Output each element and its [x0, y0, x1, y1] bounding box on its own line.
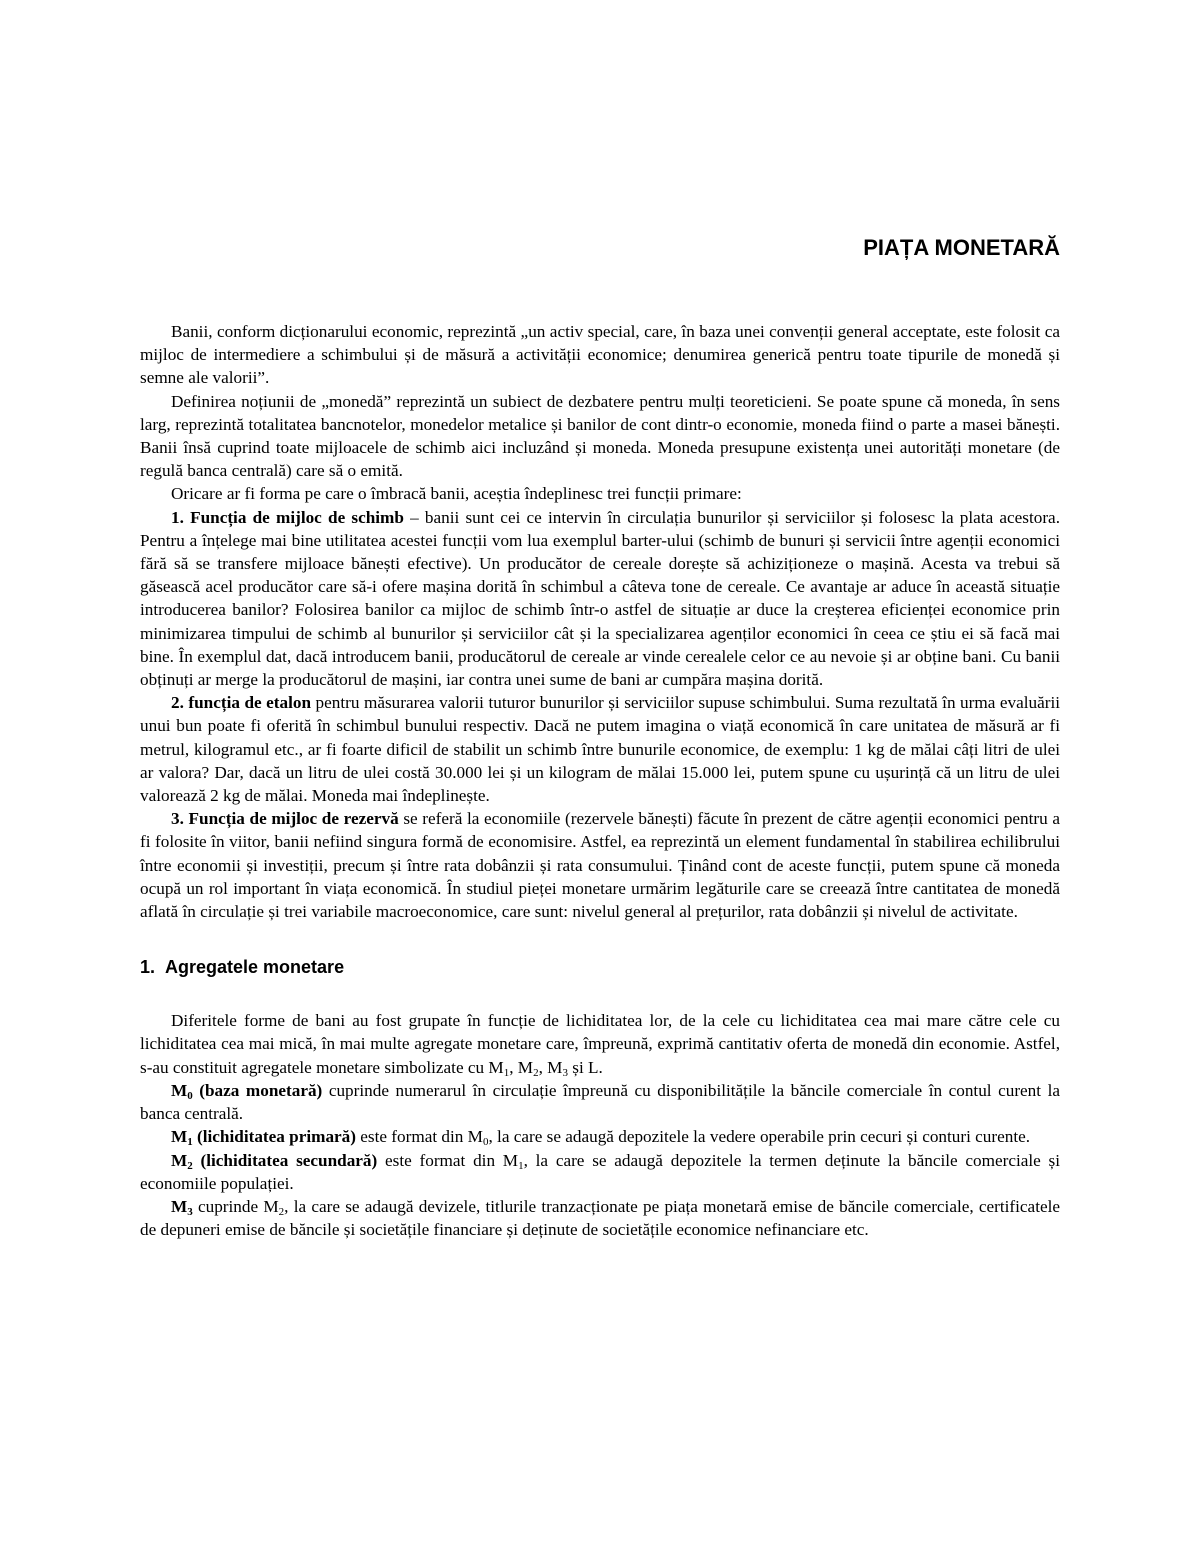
aggregate-symbol: M: [171, 1080, 188, 1100]
aggregate-m2-text: este format din M: [377, 1150, 519, 1170]
aggregate-m1-text: este format din M: [355, 1127, 483, 1147]
subscript: 2: [533, 1066, 539, 1079]
aggregate-m2-lead: [171, 1151, 377, 1170]
aggregate-symbol: M: [171, 1127, 188, 1147]
section-number: 1.: [140, 957, 156, 978]
aggregate-m3-text: cuprinde M: [192, 1196, 279, 1216]
aggregate-m2-text-cont: , la care se adaugă depozitele la termen deținute la băncile comerciale și economiile populației.: [140, 1150, 1061, 1193]
aggregate-m0-paragraph: [140, 1079, 1060, 1125]
aggregate-m0-text: cuprinde numerarul în circulație împreună cu disponibilitățile la băncile comerciale în contul curent la banca centrală.: [140, 1080, 1060, 1124]
intro-paragraph-1: Banii, conform dicționarului economic, reprezintă „un activ special, care, în baza unei convenții general acceptate, este folosit ca mijloc de intermediere a schimbului și de măsură a activității economice; denumirea generică pentru toate tipurile de monedă și semne ale valorii”.: [140, 322, 1060, 388]
aggregate-symbol: M: [171, 1150, 188, 1170]
document-page: [140, 228, 1060, 1241]
function-exchange-paragraph: [140, 506, 1060, 692]
aggregate-m3-lead: [171, 1197, 193, 1216]
aggregate-m1-text-cont: , la care se adaugă depozitele la vedere operabile prin cecuri și conturi curente.: [488, 1127, 1031, 1147]
aggregate-m0-lead: [171, 1081, 322, 1100]
function-reserve-paragraph: [140, 807, 1060, 923]
aggregate-m2-paragraph: [140, 1149, 1060, 1195]
subscript: 2: [187, 1159, 193, 1172]
subscript: 3: [187, 1205, 193, 1218]
section-intro-separator: , M: [509, 1057, 534, 1077]
subscript: 0: [482, 1136, 489, 1149]
aggregate-label: (baza monetară): [192, 1080, 323, 1100]
section-intro-text: Diferitele forme de bani au fost grupate în funcție de lichiditatea lor, de la cele cu lichiditatea cea mai mare către cele cu lichiditatea cea mai mică, în mai multe agregate monetare care, împreună, exprimă cantitativ oferta de monedă din economie. Astfel, s-au constituit agregatele monetare simbolizate cu M: [140, 1011, 1060, 1077]
function-reserve-lead: 3. Funcția de mijloc de rezervă: [171, 809, 399, 829]
function-exchange-lead: 1. Funcția de mijloc de schimb: [171, 507, 404, 527]
aggregate-m1-lead: [171, 1127, 356, 1149]
subscript: 0: [187, 1089, 193, 1102]
section-title: Agregatele monetare: [165, 957, 345, 978]
section-intro-end: și L.: [567, 1057, 603, 1077]
subscript: 2: [278, 1205, 285, 1218]
subscript: 1: [518, 1159, 524, 1172]
intro-paragraph-3: Oricare ar fi forma pe care o îmbracă banii, aceștia îndeplinesc trei funcții primare:: [171, 484, 742, 504]
function-standard-lead: 2. funcția de etalon: [171, 693, 312, 713]
aggregate-label: (lichiditatea primară): [192, 1127, 356, 1147]
aggregate-m3-paragraph: [140, 1195, 1060, 1241]
page-title: PIAȚA MONETARĂ: [863, 235, 1060, 260]
subscript: 1: [503, 1066, 510, 1079]
aggregate-symbol: M: [171, 1196, 188, 1216]
section-intro-separator: , M: [538, 1057, 563, 1077]
aggregate-m1-paragraph: [140, 1125, 1060, 1148]
aggregate-m3-text-cont: , la care se adaugă devizele, titlurile tranzacționate pe piața monetară emise de băncile comerciale, certificatele de depuneri emise de băncile și societățile financiare și deținute de societățile economice nefinanciare etc.: [140, 1196, 1060, 1240]
function-standard-text: pentru măsurarea valorii tuturor bunurilor și serviciilor supuse schimbului. Suma rezultată în urma evaluării unui bun poate fi oferită în schimbul bunului respectiv. Dacă ne putem imagina o viață economică în care unitatea de măsură ar fi metrul, kilogramul etc., ar fi foarte dificil de stabilit un schimb între bunurile economice, de exemplu: 1 kg de mălai câți litri de ulei ar valora? Dar, dacă un litru de ulei costă 30.000 lei și un kilogram de mălai 15.000 lei, putem spune cu ușurință că un litru de ulei valorează 2 kg de mălai. Moneda mai îndeplinește.: [140, 693, 1061, 806]
function-standard-paragraph: [140, 691, 1060, 807]
section-intro-paragraph: [140, 1009, 1060, 1079]
section-heading: [140, 955, 1060, 979]
subscript: 3: [562, 1066, 568, 1079]
document-body: [140, 320, 1060, 1241]
intro-paragraph-2: Definirea noțiunii de „monedă” reprezintă un subiect de dezbatere pentru mulți teoreticieni. Se poate spune că moneda, în sens larg, reprezintă totalitatea bancnotelor, monedelor metalice și banilor de cont dintr-o economie, moneda fiind o parte a masei bănești. Banii însă cuprind toate mijloacele de schimb aici incluzând și moneda. Moneda presupune existența unei autorități monetare (de regulă banca centrală) care să o emită.: [140, 391, 1060, 481]
subscript: 1: [187, 1136, 193, 1149]
function-exchange-text: – banii sunt cei ce intervin în circulația bunurilor și serviciilor și folosesc la plata acestora. Pentru a înțelege mai bine utilitatea acestei funcții vom lua exemplul barter-ului (schimb de bunuri și servicii între agenții economici fără să se transfere mijloace bănești efective). Un producător de cereale dorește să achiziționeze o mașină. Acesta va trebui să găsească acel producător care să-i ofere mașina dorită în schimbul a câteva tone de cereale. Ce avantaje ar aduce în această situație introducerea banilor? Folosirea banilor ca mijloc de schimb într-o astfel de situație ar duce la creșterea eficienței economice prin minimizarea timpului de schimb al bunurilor și serviciilor cât și la specializarea agenților economici în ceea ce știu ei să facă mai bine. În exemplul dat, dacă introducem banii, producătorul de cereale ar vinde cerealele celor ce au nevoie și ar obține bani. Cu banii obținuți ar merge la producătorul de mașini, iar contra unei sume de bani ar cumpăra mașina dorită.: [140, 507, 1060, 690]
aggregate-label: (lichiditatea secundară): [192, 1150, 378, 1170]
function-reserve-text: se referă la economiile (rezervele bănești) făcute în prezent de către agenții economici pentru a fi folosite în viitor, banii nefiind singura formă de economisire. Astfel, ea reprezintă un element fundamental în stabilirea echilibrului între economii și investiții, precum și între rata dobânzii și rata consumului. Ținând cont de aceste funcții, putem spune că moneda ocupă un rol important în viața economică. În studiul pieței monetare urmărim legăturile care se creează între cantitatea de monedă aflată în circulație și trei variabile macroeconomice, care sunt: nivelul general al prețurilor, rata dobânzii și nivelul de activitate.: [140, 809, 1061, 922]
